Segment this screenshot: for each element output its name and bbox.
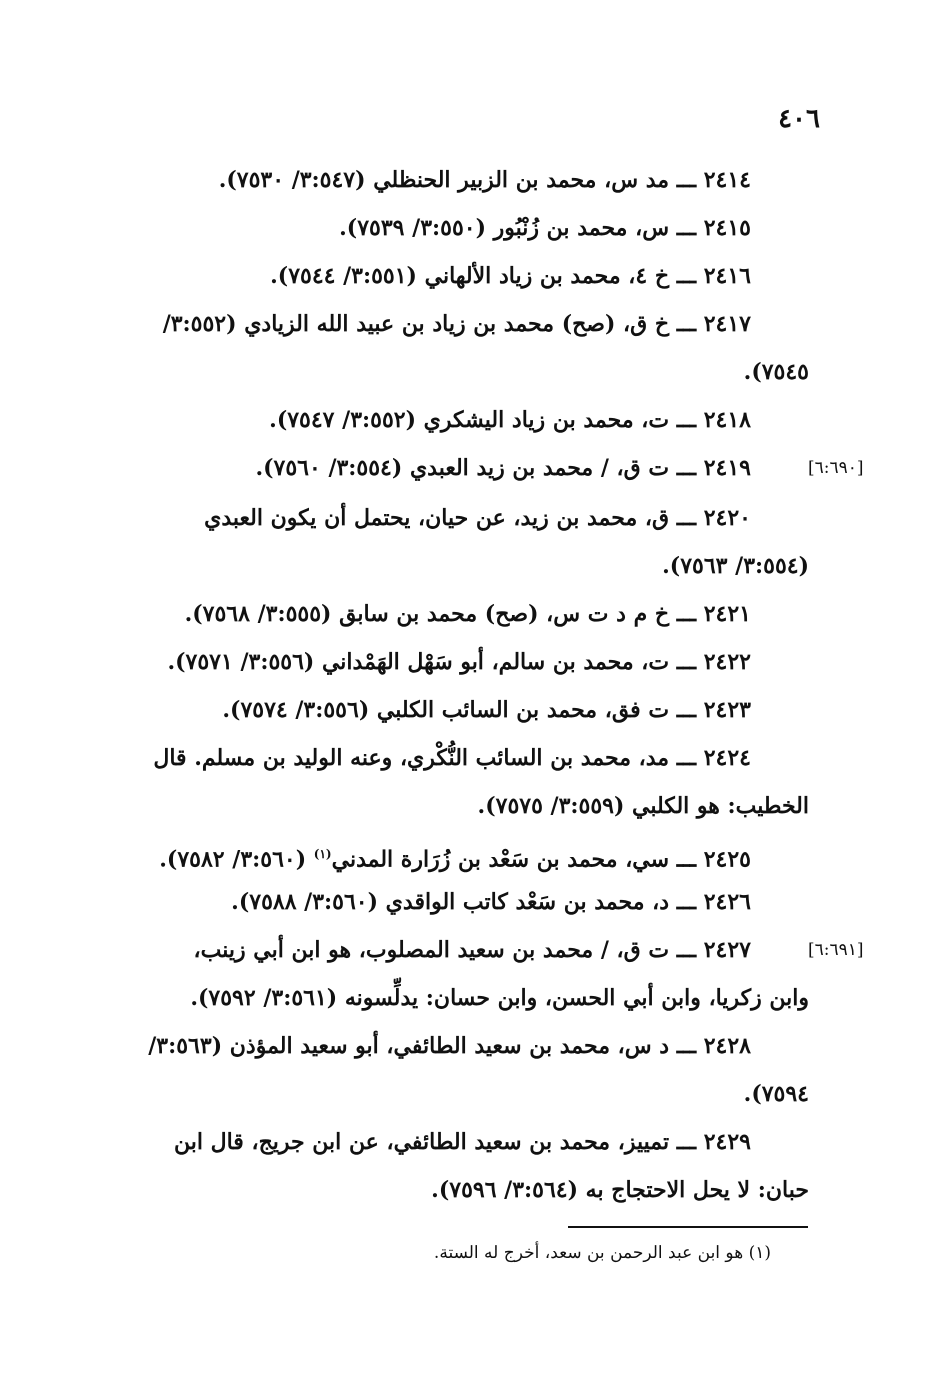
entry-2420-line2: (٣:٥٥٤/ ٧٥٦٣). bbox=[662, 553, 809, 579]
entry-2421: ٢٤٢١ ـــ خ م د ت س، (صح) محمد بن سابق (٣:٥٥٥/ ٧٥٦٨). bbox=[184, 601, 751, 627]
page-number: ٤٠٦ bbox=[778, 104, 820, 134]
entry-2429-line2: حبان: لا يحل الاحتجاج به (٣:٥٦٤/ ٧٥٩٦). bbox=[431, 1177, 809, 1203]
entry-2417-line1: ٢٤١٧ ـــ خ ق، (صح) محمد بن زياد بن عبيد الله الزيادي (٣:٥٥٢/ bbox=[162, 311, 751, 337]
margin-reference: [٦:٦٩٠] bbox=[808, 458, 864, 478]
entry-2426: ٢٤٢٦ ـــ د، محمد بن سَعْد كاتب الواقدي (٣:٥٦٠/ ٧٥٨٨). bbox=[231, 889, 751, 915]
entry-2415: ٢٤١٥ ـــ س، محمد بن زُنْبُور (٣:٥٥٠/ ٧٥٣٩). bbox=[339, 215, 751, 241]
margin-reference: [٦:٦٩١] bbox=[808, 940, 864, 960]
footnote-marker: (١) bbox=[313, 847, 332, 861]
footnote-divider bbox=[568, 1226, 808, 1228]
entry-2419: ٢٤١٩ ـــ ت ق، / محمد بن زيد العبدي (٣:٥٥٤/ ٧٥٦٠). bbox=[255, 455, 751, 481]
entry-2425-text: ٢٤٢٥ ـــ سي، محمد بن سَعْد بن زُرَارة المدني bbox=[331, 846, 751, 873]
entry-2417-line2: ٧٥٤٥). bbox=[743, 359, 809, 385]
entry-2427-line2: وابن زكريا، وابن أبي الحسن، وابن حسان: يدلِّسونه (٣:٥٦١/ ٧٥٩٢). bbox=[190, 985, 809, 1011]
entry-2420-line1: ٢٤٢٠ ـــ ق، محمد بن زيد، عن حيان، يحتمل أن يكون العبدي bbox=[204, 505, 751, 531]
entry-2424-line1: ٢٤٢٤ ـــ مد، محمد بن السائب النُّكْري، وعنه الوليد بن مسلم. قال bbox=[153, 745, 751, 771]
footnote: (١) هو ابن عبد الرحمن بن سعد، أخرج له الستة. bbox=[433, 1243, 771, 1263]
entry-2425-ref: (٣:٥٦٠/ ٧٥٨٢). bbox=[159, 846, 314, 873]
entry-2429-line1: ٢٤٢٩ ـــ تمييز، محمد بن سعيد الطائفي، عن ابن جريج، قال ابن bbox=[173, 1129, 751, 1155]
entry-2423: ٢٤٢٣ ـــ ت فق، محمد بن السائب الكلبي (٣:٥٥٦/ ٧٥٧٤). bbox=[222, 697, 751, 723]
entry-2418: ٢٤١٨ ـــ ت، محمد بن زياد اليشكري (٣:٥٥٢/ ٧٥٤٧). bbox=[269, 407, 751, 433]
entry-2414: ٢٤١٤ ـــ مد س، محمد بن الزبير الحنظلي (٣:٥٤٧/ ٧٥٣٠). bbox=[218, 167, 751, 193]
entry-2428-line2: ٧٥٩٤). bbox=[743, 1081, 809, 1107]
entry-2427-line1: ٢٤٢٧ ـــ ت ق، / محمد بن سعيد المصلوب، هو ابن أبي زينب، bbox=[193, 937, 751, 963]
entry-2424-line2: الخطيب: هو الكلبي (٣:٥٥٩/ ٧٥٧٥). bbox=[477, 793, 809, 819]
entry-2422: ٢٤٢٢ ـــ ت، محمد بن سالم، أبو سَهْل الهَمْداني (٣:٥٥٦/ ٧٥٧١). bbox=[167, 649, 751, 675]
entry-2425 bbox=[159, 830, 751, 883]
entry-2428-line1: ٢٤٢٨ ـــ د س، محمد بن سعيد الطائفي، أبو سعيد المؤذن (٣:٥٦٣/ bbox=[148, 1033, 751, 1059]
entry-2416: ٢٤١٦ ـــ خ ٤، محمد بن زياد الألهاني (٣:٥٥١/ ٧٥٤٤). bbox=[270, 263, 751, 289]
